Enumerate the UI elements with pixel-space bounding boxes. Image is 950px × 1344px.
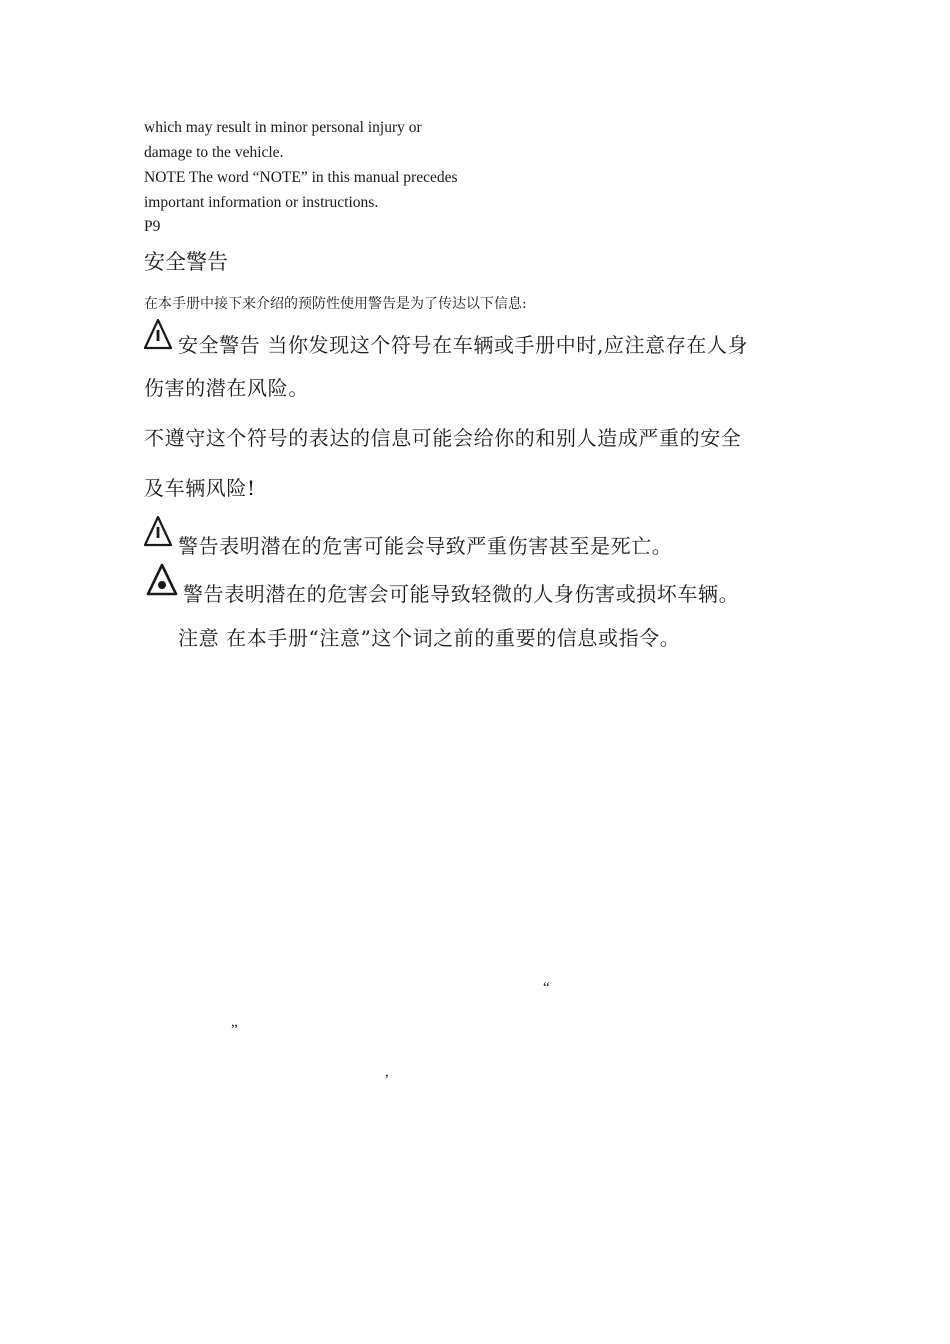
caution-triangle-dot-icon bbox=[146, 563, 178, 597]
stray-open-quote: “ bbox=[543, 980, 550, 996]
safety-alert-line-2: 伤害的潜在风险。 bbox=[144, 376, 309, 400]
notice-line-1: 不遵守这个符号的表达的信息可能会给你的和别人造成严重的安全 bbox=[144, 426, 742, 450]
english-line-4: important information or instructions. bbox=[144, 194, 379, 211]
intro-text: 在本手册中接下来介绍的预防性使用警告是为了传达以下信息: bbox=[144, 296, 527, 312]
english-line-2: damage to the vehicle. bbox=[144, 144, 284, 161]
safety-alert-line-1: 安全警告 当你发现这个符号在车辆或手册中时,应注意存在人身 bbox=[178, 333, 749, 357]
caution-text: 警告表明潜在的危害会可能导致轻微的人身伤害或损坏车辆。 bbox=[183, 582, 740, 606]
note-text: 注意 在本手册“注意”这个词之前的重要的信息或指令。 bbox=[178, 626, 681, 650]
warning-triangle-icon bbox=[143, 515, 173, 547]
warning-text: 警告表明潜在的危害可能会导致严重伤害甚至是死亡。 bbox=[178, 534, 673, 558]
english-line-3: NOTE The word “NOTE” in this manual precedes bbox=[144, 169, 458, 186]
page-label: P9 bbox=[144, 218, 161, 235]
stray-close-quote: ” bbox=[231, 1022, 238, 1038]
notice-line-2: 及车辆风险! bbox=[144, 476, 256, 500]
english-line-1: which may result in minor personal injury or bbox=[144, 119, 422, 136]
stray-comma: , bbox=[385, 1064, 389, 1080]
warning-triangle-icon bbox=[143, 318, 173, 350]
section-heading: 安全警告 bbox=[144, 250, 228, 274]
